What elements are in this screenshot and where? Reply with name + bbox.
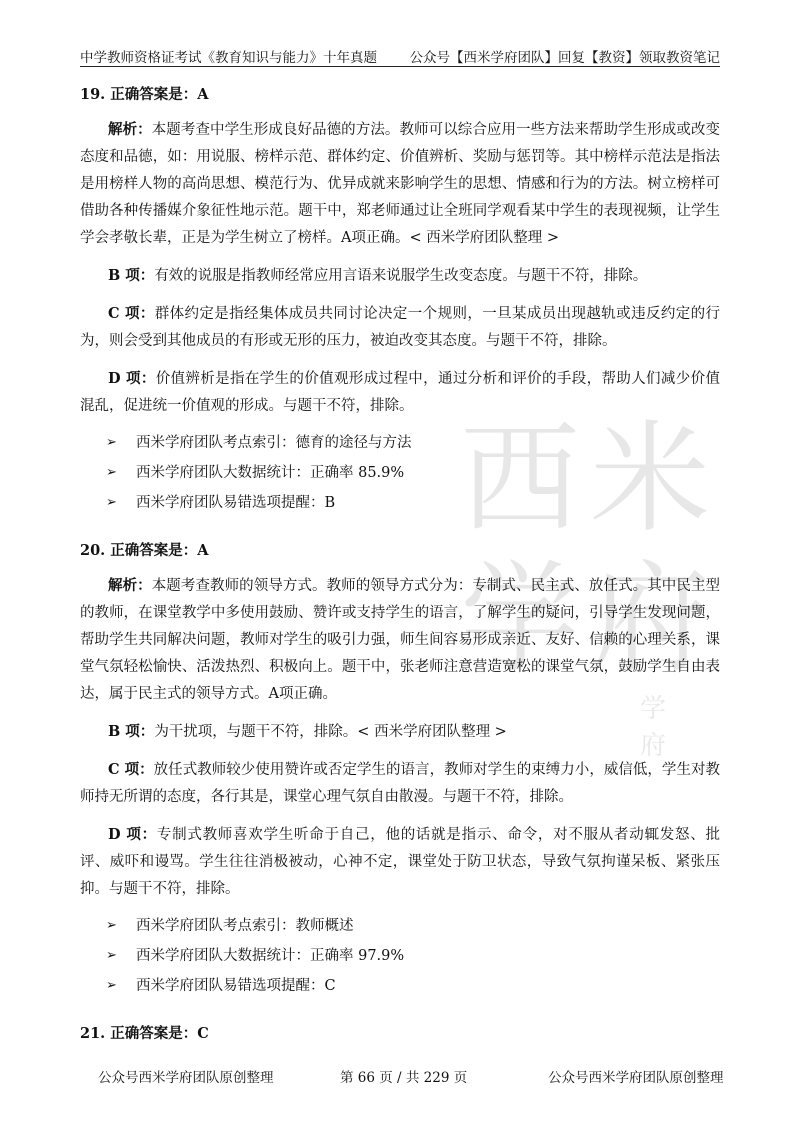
question-21 <box>80 1023 720 1045</box>
header-title: 中学教师资格证考试《教育知识与能力》十年真题 <box>80 50 377 66</box>
list-item-text: 西米学府团队易错选项提醒：B <box>136 495 336 511</box>
question-title: 20. 正确答案是：A <box>80 542 209 559</box>
question-20 <box>80 540 720 1001</box>
list-item <box>80 488 720 518</box>
page-number: 第 66 页 / 共 229 页 <box>340 1070 468 1086</box>
option-paragraph <box>80 300 720 355</box>
list-item-text: 西米学府团队考点索引：德育的途径与方法 <box>136 435 412 451</box>
analysis-label: 解析： <box>108 577 152 594</box>
footer-left: 公众号西米学府团队原创整理 <box>98 1070 274 1086</box>
option-label: B 项： <box>108 723 155 740</box>
option-paragraph <box>80 718 720 746</box>
arrow-bullet-icon: ➢ <box>106 918 117 933</box>
option-text: 价值辨析是指在学生的价值观形成过程中，通过分析和评价的手段，帮助人们减少价值混乱，促进统一价值观的形成。与题干不符，排除。 <box>80 371 720 414</box>
option-text: 有效的说服是指教师经常应用言语来说服学生改变态度。与题干不符，排除。 <box>154 268 648 284</box>
watermark-char: 米 <box>590 410 710 549</box>
analysis-label: 解析： <box>108 121 152 138</box>
page-header <box>80 44 720 67</box>
list-item-text: 西米学府团队易错选项提醒：C <box>136 978 336 994</box>
option-label: D 项： <box>108 826 157 843</box>
option-paragraph <box>80 262 720 290</box>
arrow-bullet-icon: ➢ <box>106 465 117 480</box>
option-text: 专制式教师喜欢学生听命于自己，他的话就是指示、命令，对不服从者动辄发怒、批评、威吓和谩骂。学生往往消极被动，心神不定，课堂处于防卫状态，导致气氛拘谨呆板、紧张压抑。与题干不符，排除。 <box>80 827 720 897</box>
analysis-paragraph <box>80 572 720 708</box>
list-item <box>80 911 720 941</box>
option-label: C 项： <box>108 305 155 322</box>
watermark-char: 学 <box>460 550 580 689</box>
page-content <box>80 84 720 1067</box>
option-text: 群体约定是指经集体成员共同讨论决定一个规则，一旦某成员出现越轨或违反约定的行为，则会受到其他成员的有形或无形的压力，被迫改变其态度。与题干不符，排除。 <box>80 306 720 349</box>
option-label: D 项： <box>108 370 156 387</box>
question-title: 21. 正确答案是：C <box>80 1025 209 1042</box>
question-title: 19. 正确答案是：A <box>80 86 209 103</box>
list-item-text: 西米学府团队大数据统计：正确率 85.9% <box>136 465 405 481</box>
list-item <box>80 428 720 458</box>
option-label: B 项： <box>108 267 155 284</box>
info-list <box>80 911 720 1001</box>
arrow-bullet-icon: ➢ <box>106 495 117 510</box>
list-item <box>80 458 720 488</box>
list-item <box>80 941 720 971</box>
watermark-small: 学府 <box>640 694 667 761</box>
option-paragraph <box>80 365 720 420</box>
list-item-text: 西米学府团队考点索引：教师概述 <box>136 918 354 934</box>
info-list <box>80 428 720 518</box>
arrow-bullet-icon: ➢ <box>106 435 117 450</box>
analysis-paragraph <box>80 116 720 252</box>
footer-right: 公众号西米学府团队原创整理 <box>548 1070 724 1086</box>
watermark-char: 府 <box>590 550 710 689</box>
option-text: 为干扰项，与题干不符，排除。< 西米学府团队整理 > <box>154 724 507 740</box>
analysis-text: 本题考查教师的领导方式。教师的领导方式分为：专制式、民主式、放任式。其中民主型的教师，在课堂教学中多使用鼓励、赞许或支持学生的语言，了解学生的疑问，引导学生发现问题，帮助学生共同解决问题，教师对学生的吸引力强，师生间容易形成亲近、友好、信赖的心理关系，课堂气氛轻松愉快、活泼热烈、积极向上。题干中，张老师注意营造宽松的课堂气氛，鼓励学生自由表达，属于民主式的领导方式。A项正确。 <box>80 578 721 702</box>
arrow-bullet-icon: ➢ <box>106 978 117 993</box>
header-promo: 公众号【西米学府团队】回复【教资】领取教资笔记 <box>409 50 720 66</box>
option-paragraph <box>80 821 720 903</box>
option-text: 放任式教师较少使用赞许或否定学生的语言，教师对学生的束缚力小，威信低，学生对教师持无所谓的态度，各行其是，课堂心理气氛自由散漫。与题干不符，排除。 <box>80 762 720 805</box>
option-label: C 项： <box>108 761 154 778</box>
watermark-char: 西 <box>460 410 580 549</box>
option-paragraph <box>80 756 720 811</box>
question-19 <box>80 84 720 518</box>
list-item <box>80 971 720 1001</box>
list-item-text: 西米学府团队大数据统计：正确率 97.9% <box>136 948 405 964</box>
analysis-text: 本题考查中学生形成良好品德的方法。教师可以综合应用一些方法来帮助学生形成或改变态度和品德，如：用说服、榜样示范、群体约定、价值辨析、奖励与惩罚等。其中榜样示范法是指法是用榜样人物的高尚思想、模范行为、优异成就来影响学生的思想、情感和行为的方法。树立榜样可借助各种传播媒介象征性地示范。题干中，郑老师通过让全班同学观看某中学生的表现视频，让学生学会孝敬长辈，正是为学生树立了榜样。A项正确。< 西米学府团队整理 > <box>80 122 721 246</box>
arrow-bullet-icon: ➢ <box>106 948 117 963</box>
